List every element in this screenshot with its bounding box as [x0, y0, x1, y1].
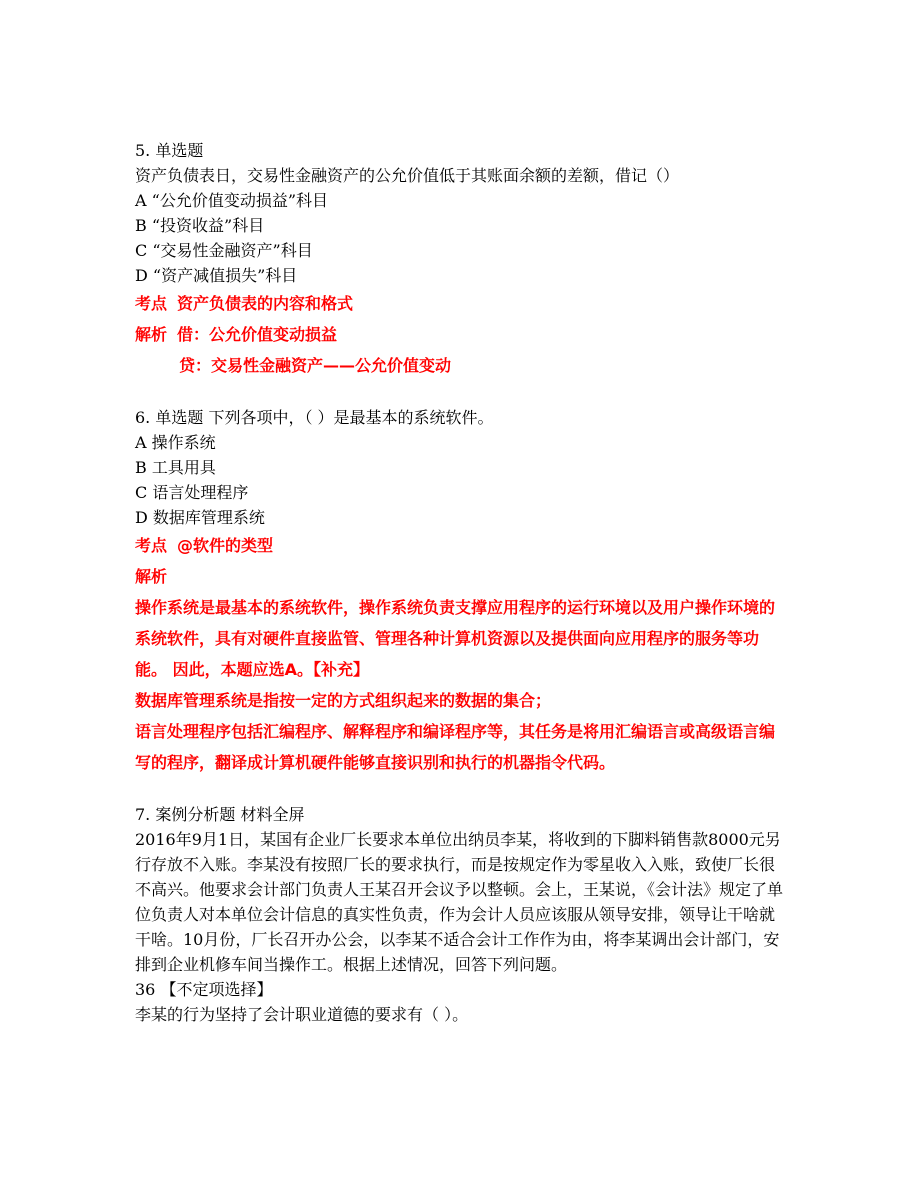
sub-question-header: 36 【不定项选择】	[135, 980, 273, 999]
jiexi-label: 解析	[135, 325, 168, 344]
question-6	[135, 405, 795, 778]
explanation-paragraph-1: 操作系统是最基本的系统软件，操作系统负责支撑应用程序的运行环境以及用户操作环境的系统软件，具有对硬件直接监管、管理各种计算机资源以及提供面向应用程序的服务等功能。 因此，本题应选A。【补充】	[135, 598, 776, 679]
kaodian-label: 考点	[135, 536, 168, 555]
explanation-paragraph-2: 数据库管理系统是指按一定的方式组织起来的数据的集合；	[135, 691, 552, 710]
option-a: A 操作系统	[135, 433, 216, 452]
jiexi-line-2: 贷：交易性金融资产——公允价值变动	[179, 356, 452, 375]
option-a: A “公允价值变动损益”科目	[135, 191, 329, 210]
option-d: D 数据库管理系统	[135, 508, 265, 527]
question-5	[135, 138, 795, 381]
kaodian-row	[135, 530, 795, 561]
option-b: B “投资收益”科目	[135, 216, 265, 235]
question-stem: 资产负债表日，交易性金融资产的公允价值低于其账面余额的差额，借记（）	[135, 166, 680, 185]
option-d: D “资产减值损失”科目	[135, 266, 298, 285]
option-c: C “交易性金融资产”科目	[135, 241, 313, 260]
option-b: B 工具用具	[135, 458, 216, 477]
jiexi-label: 解析	[135, 567, 168, 586]
jiexi-row	[135, 319, 795, 350]
question-header: 6. 单选题 下列各项中，（ ）是最基本的系统软件。	[135, 408, 494, 427]
option-c: C 语言处理程序	[135, 483, 249, 502]
jiexi-line-1: 借：公允价值变动损益	[177, 325, 338, 344]
case-material: 2016年9月1日，某国有企业厂长要求本单位出纳员李某，将收到的下脚料销售款8000元另行存放不入账。李某没有按照厂长的要求执行，而是按规定作为零星收入入账，致使厂长很不高兴。他要求会计部门负责人王某召开会议予以整顿。会上，王某说，《会计法》规定了单位负责人对本单位会计信息的真实性负责，作为会计人员应该服从领导安排，领导让干啥就干啥。10月份，厂长召开办公会，以李某不适合会计工作作为由，将李某调出会计部门，安排到企业机修车间当操作工。根据上述情况，回答下列问题。	[135, 830, 784, 974]
kaodian-row	[135, 288, 795, 319]
kaodian-text: 资产负债表的内容和格式	[177, 294, 354, 313]
sub-question-text: 李某的行为坚持了会计职业道德的要求有（ ）。	[135, 1005, 469, 1024]
kaodian-text: @软件的类型	[177, 536, 274, 555]
kaodian-label: 考点	[135, 294, 168, 313]
question-header: 7. 案例分析题 材料全屏	[135, 805, 305, 824]
explanation-paragraph-3: 语言处理程序包括汇编程序、解释程序和编译程序等，其任务是将用汇编语言或高级语言编写的程序，翻译成计算机硬件能够直接识别和执行的机器指令代码。	[135, 722, 776, 772]
document-content	[135, 138, 795, 1027]
question-7	[135, 802, 795, 1027]
question-header: 5. 单选题	[135, 141, 204, 160]
